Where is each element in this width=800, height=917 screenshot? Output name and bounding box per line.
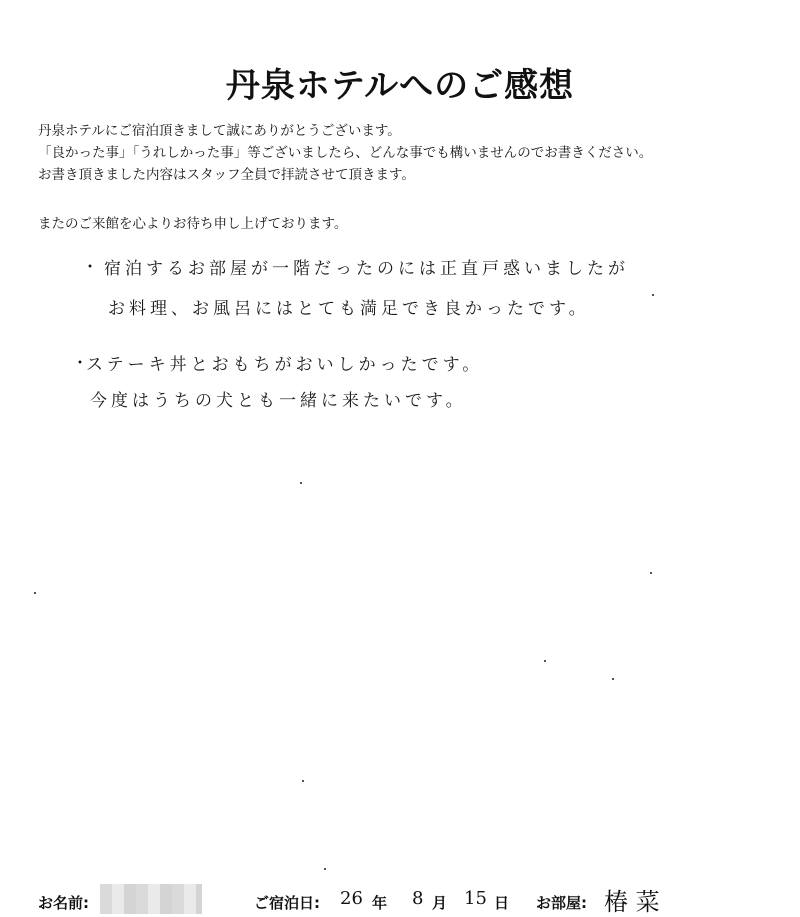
comment-2-bullet: ・ (72, 353, 89, 372)
scan-speck (300, 482, 302, 484)
closing-text: またのご来館を心よりお待ち申し上げております。 (38, 216, 348, 232)
scan-speck (324, 868, 326, 870)
room-value: 椿 菜 (604, 888, 660, 916)
redacted-name (100, 884, 202, 914)
page-title: 丹泉ホテルへのご感想 (225, 66, 575, 106)
scan-speck (34, 592, 36, 594)
stay-day-value: 15 (464, 888, 487, 909)
intro-line-2: 「良かった事」「うれしかった事」等ございましたら、どんな事でも構いませんのでお書きください。 (38, 145, 653, 161)
comment-1-line-1: 宿泊するお部屋が一階だったのには正直戸惑いましたが (104, 259, 629, 279)
intro-line-1: 丹泉ホテルにご宿泊頂きまして誠にありがとうございます。 (38, 123, 401, 139)
room-label: お部屋: (536, 894, 587, 912)
comment-2-line-1: ステーキ丼とおもちがおいしかったです。 (86, 355, 484, 375)
scan-speck (302, 780, 304, 782)
intro-line-3: お書き頂きました内容はスタッフ全員で拝読させて頂きます。 (38, 167, 415, 183)
scan-speck (652, 294, 654, 296)
stay-date-label: ご宿泊日: (254, 894, 320, 912)
comment-1-line-2: お料理、お風呂にはとても満足でき良かったです。 (108, 299, 590, 319)
scan-speck (544, 660, 546, 662)
stay-month-value: 8 (412, 888, 424, 909)
scan-speck (650, 572, 652, 574)
year-unit: 年 (372, 894, 388, 912)
day-unit: 日 (494, 894, 510, 912)
name-label: お名前: (38, 894, 89, 912)
comment-2-line-2: 今度はうちの犬とも一緒に来たいです。 (90, 391, 467, 411)
comment-1-bullet: ・ (82, 257, 99, 276)
stay-year-value: 26 (340, 888, 363, 909)
month-unit: 月 (432, 894, 448, 912)
scan-speck (612, 678, 614, 680)
intro-text (38, 120, 652, 186)
